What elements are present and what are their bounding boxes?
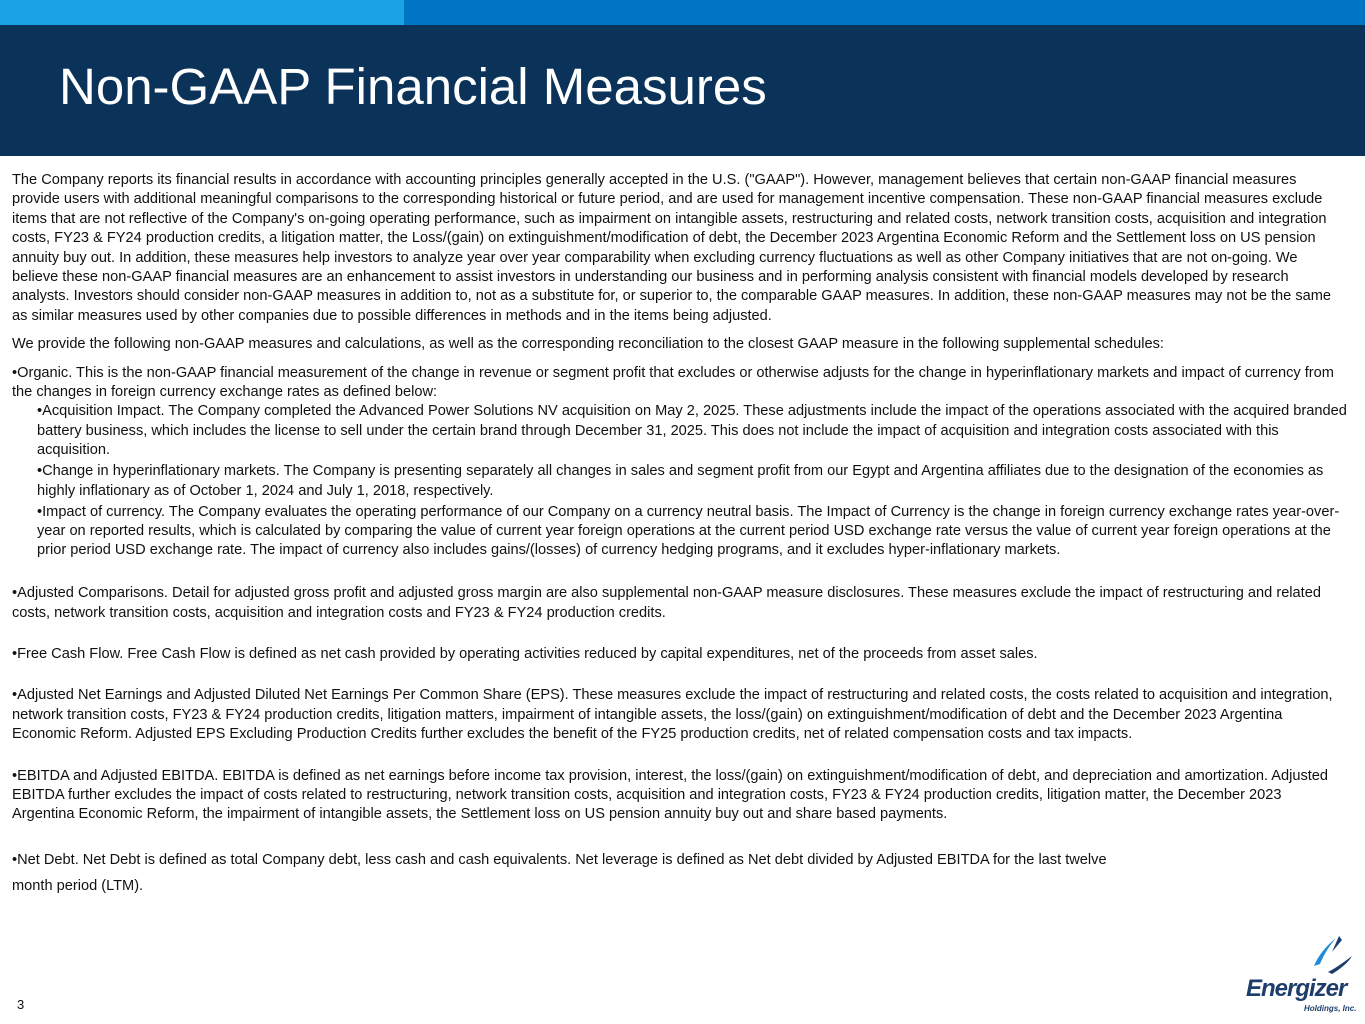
adjusted-comparisons-paragraph: •Adjusted Comparisons. Detail for adjusted gross profit and adjusted gross margin are also supplemental non-GAAP measure disclosures. These measures exclude the impact of restructuring and related costs, network transition costs, acquisition and integration costs and FY23 & FY24 production credits.: [12, 585, 1321, 621]
net-debt-line-1: •Net Debt. Net Debt is defined as total Company debt, less cash and cash equivalents. Net leverage is defined as Net debt divided by Adjusted EBITDA for the last twelve: [12, 851, 1107, 868]
page-title: Non-GAAP Financial Measures: [59, 58, 767, 115]
top-accent-bar: [0, 0, 1365, 25]
organic-paragraph: •Organic. This is the non-GAAP financial measurement of the change in revenue or segment profit that excludes or otherwise adjusts for the change in hyperinflationary markets and impact of currency from the changes in foreign currency exchange rates as defined below:: [12, 364, 1334, 401]
logo-subtitle: Holdings, Inc.: [1304, 1004, 1357, 1013]
top-accent-bar-blue: [404, 0, 1365, 25]
organic-subitems: [12, 402, 1347, 560]
top-accent-bar-light: [0, 0, 404, 25]
net-debt-paragraph: [12, 847, 1347, 899]
ebitda-paragraph: •EBITDA and Adjusted EBITDA. EBITDA is defined as net earnings before income tax provision, interest, the loss/(gain) on extinguishment/modification of debt, and depreciation and amortization. Adjusted EBITDA further excludes the impact of costs related to restructuring, network transition costs, acquisition and integration costs, FY23 & FY24 production credits, litigation matter, the December 2023 Argentina Economic Reform, the impairment of intangible assets, the Settlement loss on US pension annuity buy out and share based payments.: [12, 767, 1329, 823]
adjusted-net-earnings-paragraph: •Adjusted Net Earnings and Adjusted Diluted Net Earnings Per Common Share (EPS). These measures exclude the impact of restructuring and related costs, the costs related to acquisition and integration, network transition costs, FY23 & FY24 production credits, litigation matters, impairment of intangible assets, the loss/(gain) on extinguishment/modification of debt and the December 2023 Argentina Economic Reform. Adjusted EPS Excluding Production Credits further excludes the benefit of the FY25 production credits, net of related compensation costs and tax impacts.: [12, 687, 1333, 743]
free-cash-flow-paragraph: •Free Cash Flow. Free Cash Flow is defined as net cash provided by operating activities reduced by capital expenditures, net of the proceeds from asset sales.: [12, 646, 1038, 663]
logo-wordmark: Energizer: [1246, 975, 1347, 1002]
title-banner: [0, 25, 1365, 156]
provide-paragraph: We provide the following non-GAAP measures and calculations, as well as the corresponding reconciliation to the closest GAAP measure in the following supplemental schedules:: [12, 336, 1164, 353]
list-item: •Change in hyperinflationary markets. The Company is presenting separately all changes in sales and segment profit from our Egypt and Argentina affiliates due to the designation of the economies as highly inflationary as of October 1, 2024 and July 1, 2018, respectively.: [37, 463, 1324, 499]
slide-body: [12, 171, 1347, 899]
list-item: •Acquisition Impact. The Company completed the Advanced Power Solutions NV acquisition on May 2, 2025. These adjustments include the impact of the operations associated with the acquired branded battery business, which includes the license to sell under the certain brand through December 31, 2025. This does not include the impact of acquisition and integration costs associated with this acquisition.: [37, 403, 1347, 459]
intro-paragraph: The Company reports its financial results in accordance with accounting principles generally accepted in the U.S. ("GAAP"). However, management believes that certain non-GAAP financial measures provide users with additional meaningful comparisons to the corresponding historical or future period, and are used for management incentive compensation. These non-GAAP financial measures exclude items that are not reflective of the Company's on-going operating performance, such as impairment on intangible assets, restructuring and related costs, network transition costs, acquisition and integration costs, FY23 & FY24 production credits, a litigation matter, the Loss/(gain) on extinguishment/modification of debt, the December 2023 Argentina Economic Reform and the Settlement loss on US pension annuity buy out. In addition, these measures help investors to analyze year over year comparability when excluding currency fluctuations as well as other Company initiatives that are not on-going. We believe these non-GAAP financial measures are an enhancement to assist investors in understanding our business and in performing analysis consistent with financial models developed by research analysts. Investors should consider non-GAAP measures in addition to, not as a substitute for, or superior to, the comparable GAAP measures. In addition, these non-GAAP measures may not be the same as similar measures used by other companies due to possible differences in methods and in the items being adjusted.: [12, 172, 1332, 324]
energizer-swoosh-icon: [1296, 934, 1358, 976]
list-item: •Impact of currency. The Company evaluates the operating performance of our Company on a currency neutral basis. The Impact of Currency is the change in foreign currency exchange rates year-over-year on reported results, which is calculated by comparing the value of current year foreign operations at the current period USD exchange rate versus the value of current year foreign operations at the prior period USD exchange rate. The impact of currency also includes gains/(losses) of currency hedging programs, and it excludes hyper-inflationary markets.: [37, 503, 1340, 559]
net-debt-line-2: month period (LTM).: [12, 877, 144, 894]
energizer-logo: [1246, 934, 1358, 1016]
page-number: 3: [17, 997, 25, 1012]
